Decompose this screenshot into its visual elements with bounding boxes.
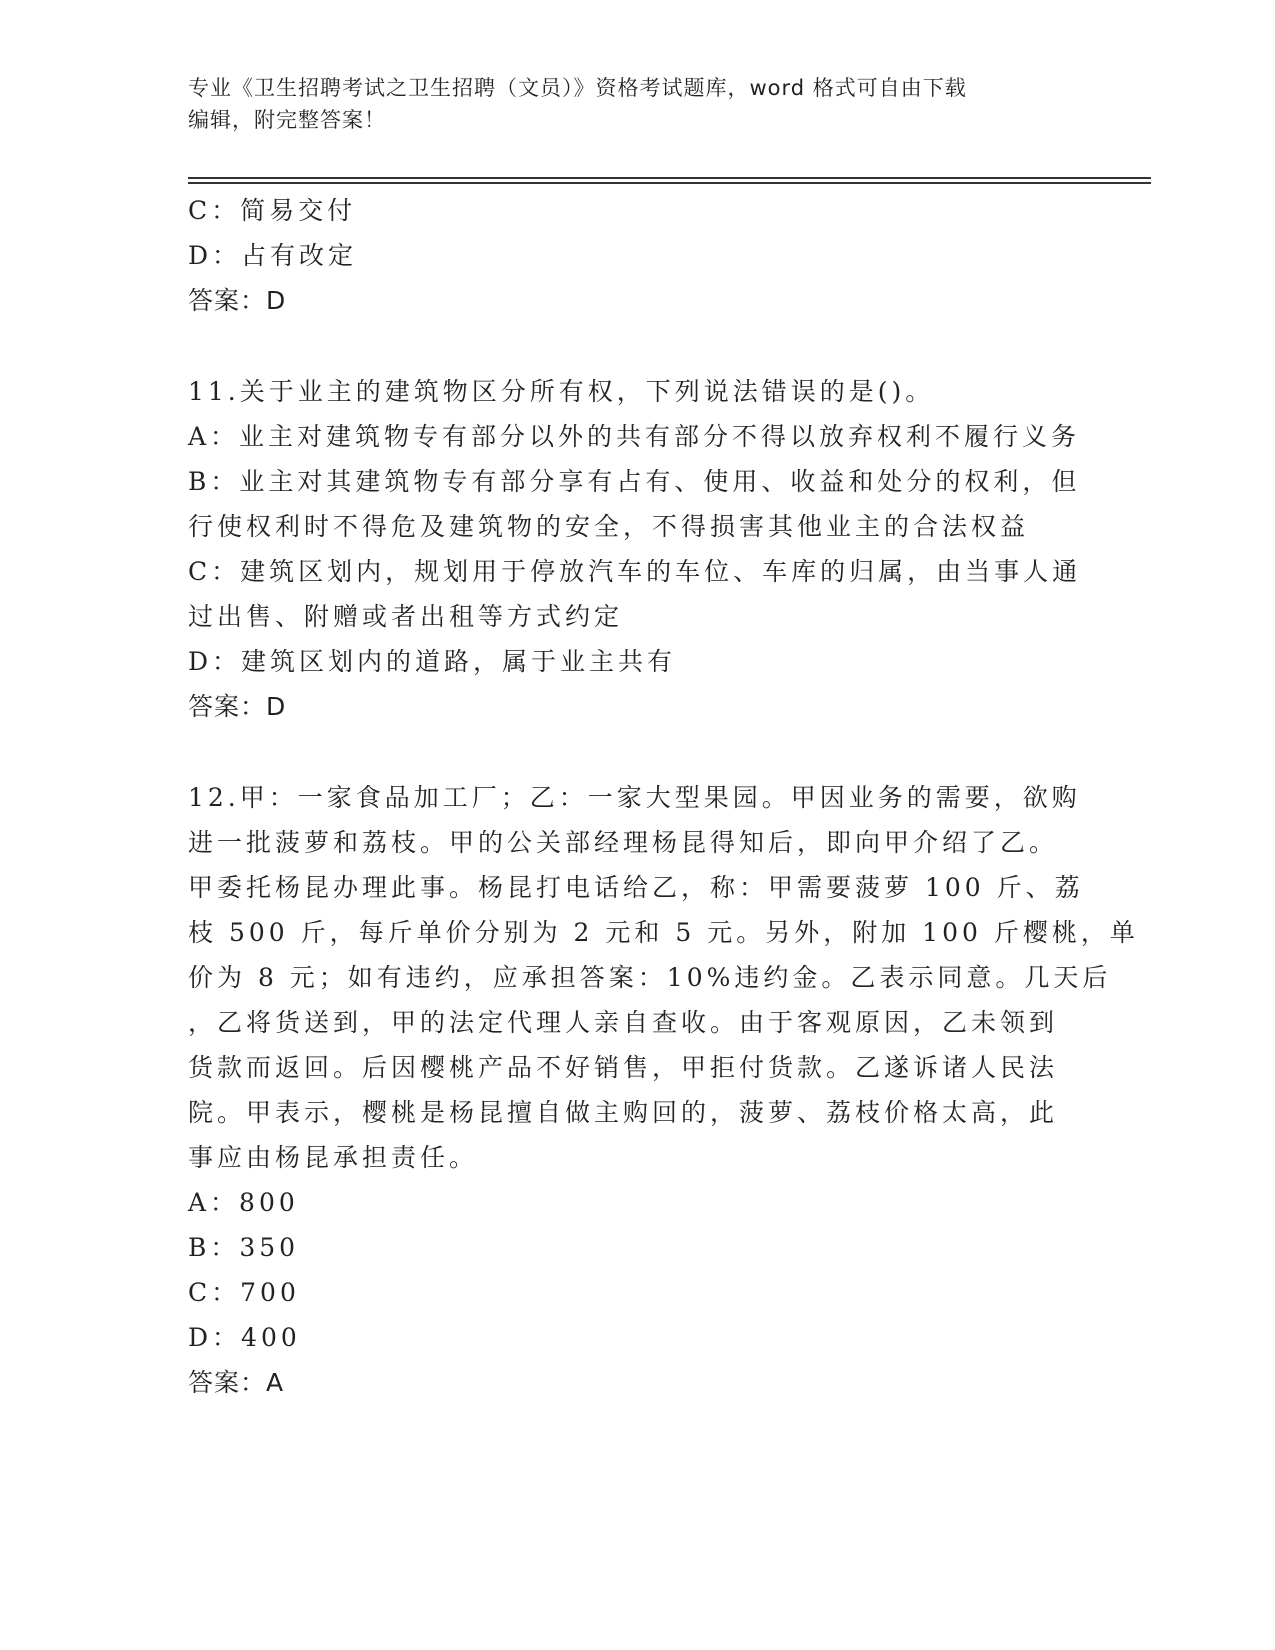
q12-option-c: C：700 — [188, 1278, 300, 1307]
q11-option-c-line-1: C：建筑区划内，规划用于停放汽车的车位、车库的归属，由当事人通 — [188, 557, 1082, 586]
q12-stem-line: 事应由杨昆承担责任。 — [188, 1143, 479, 1172]
q12-stem-line: 甲委托杨昆办理此事。杨昆打电话给乙，称：甲需要菠萝 100 斤、荔 — [188, 873, 1084, 902]
q10-option-d: D：占有改定 — [188, 241, 358, 270]
q12-stem-line: 进一批菠萝和荔枝。甲的公关部经理杨昆得知后，即向甲介绍了乙。 — [188, 828, 1059, 857]
q11-option-c-line-2: 过出售、附赠或者出租等方式约定 — [188, 602, 624, 631]
document-header — [188, 72, 1088, 136]
q12-stem-line: 价为 8 元；如有违约，应承担答案：10%违约金。乙表示同意。几天后 — [188, 963, 1112, 992]
q11-answer: 答案：D — [188, 692, 287, 721]
q11-stem: 11.关于业主的建筑物区分所有权，下列说法错误的是()。 — [188, 377, 935, 406]
spacer — [188, 323, 1068, 369]
q12-stem-line: 枝 500 斤，每斤单价分别为 2 元和 5 元。另外，附加 100 斤樱桃，单 — [188, 918, 1139, 947]
q12-option-d: D：400 — [188, 1323, 301, 1352]
question-body — [188, 188, 1139, 1405]
q11-option-b-line-2: 行使权利时不得危及建筑物的安全，不得损害其他业主的合法权益 — [188, 512, 1030, 541]
q11-option-b-line-1: B：业主对其建筑物专有部分享有占有、使用、收益和处分的权利，但 — [188, 467, 1081, 496]
header-divider-top — [188, 177, 1151, 179]
q12-stem-line: 院。甲表示，樱桃是杨昆擅自做主购回的，菠萝、荔枝价格太高，此 — [188, 1098, 1059, 1127]
header-line-1: 专业《卫生招聘考试之卫生招聘（文员）》资格考试题库，word 格式可自由下载 — [188, 76, 967, 100]
q10-answer: 答案：D — [188, 286, 287, 315]
q12-stem-line: 12.甲：一家食品加工厂；乙：一家大型果园。甲因业务的需要，欲购 — [188, 783, 1081, 812]
q12-answer: 答案：A — [188, 1368, 285, 1397]
header-divider-bottom — [188, 182, 1151, 184]
q12-option-b: B：350 — [188, 1233, 300, 1262]
q12-stem-line: ，乙将货送到，甲的法定代理人亲自查收。由于客观原因，乙未领到 — [188, 1008, 1059, 1037]
q12-option-a: A：800 — [188, 1188, 299, 1217]
q11-option-d: D：建筑区划内的道路，属于业主共有 — [188, 647, 677, 676]
q12-stem-line: 货款而返回。后因樱桃产品不好销售，甲拒付货款。乙遂诉诸人民法 — [188, 1053, 1059, 1082]
spacer — [188, 729, 1068, 775]
q10-option-c: C：简易交付 — [188, 196, 357, 225]
q11-option-a: A：业主对建筑物专有部分以外的共有部分不得以放弃权利不履行义务 — [188, 422, 1081, 451]
header-line-2: 编辑，附完整答案！ — [188, 108, 386, 132]
